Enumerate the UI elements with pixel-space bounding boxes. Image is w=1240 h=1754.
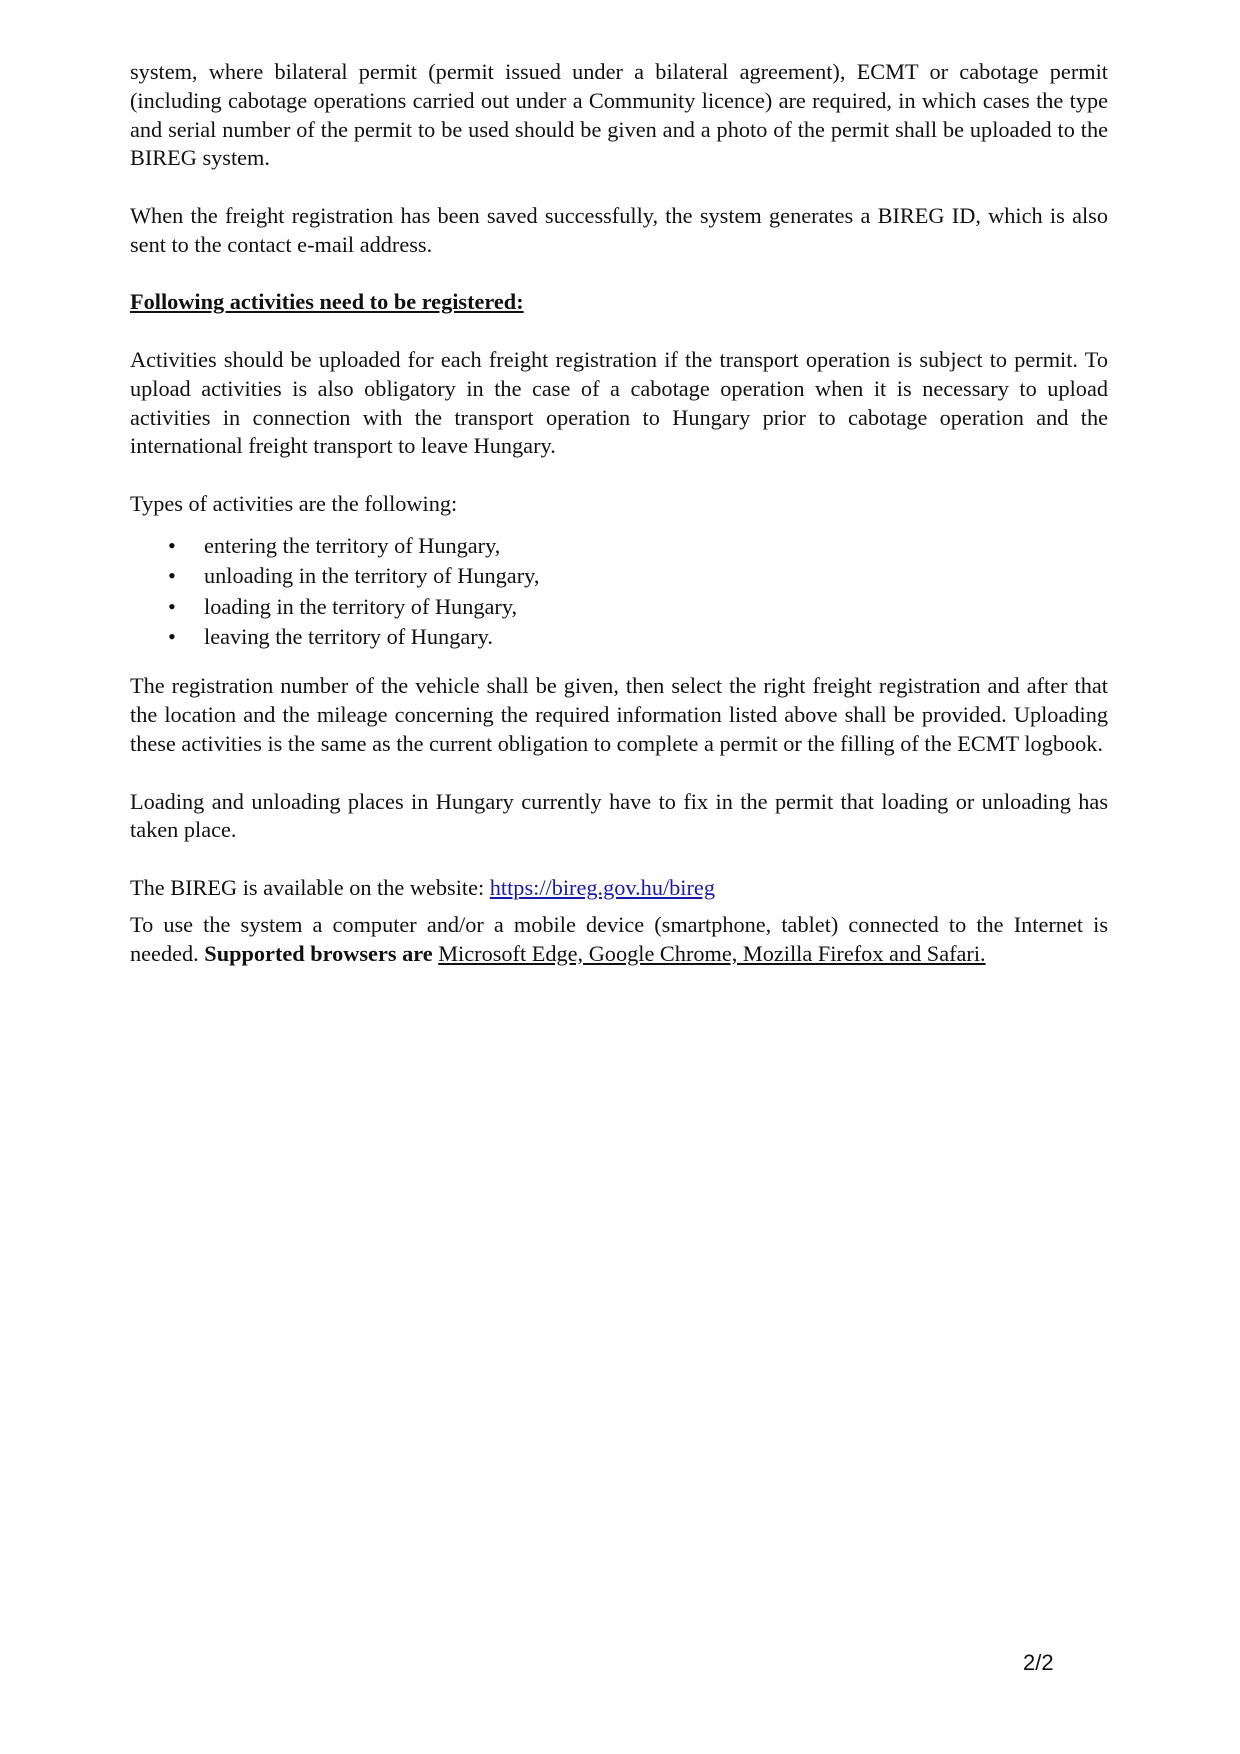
list-item-text: leaving the territory of Hungary.	[204, 623, 493, 649]
website-label: The BIREG is available on the website:	[130, 874, 490, 900]
paragraph-registration-number: The registration number of the vehicle shall be given, then select the right freight registration and after that the location and the mileage concerning the required information listed above shall be provided. Uploading these activities is the same as the current obligation to complete a permit or the filling of the ECMT logbook.	[130, 673, 1108, 756]
activity-types-list	[130, 531, 1108, 653]
bullet-icon: •	[168, 532, 176, 558]
list-item	[130, 592, 1108, 622]
bullet-icon: •	[168, 593, 176, 619]
document-page	[130, 58, 1108, 968]
bullet-icon: •	[168, 563, 176, 589]
paragraph-activity-types-intro: Types of activities are the following:	[130, 490, 458, 516]
paragraph-loading-places: Loading and unloading places in Hungary currently have to fix in the permit that loading or unloading has taken place.	[130, 788, 1108, 843]
page-number: 2/2	[1023, 1650, 1054, 1675]
paragraph-requirements	[130, 911, 1108, 969]
list-item	[130, 531, 1108, 561]
requirements-text: To use the system a computer and/or a mobile device (smartphone, tablet) connected to the Internet is needed.	[130, 911, 1108, 966]
section-heading: Following activities need to be registered:	[130, 289, 524, 315]
bullet-icon: •	[168, 623, 176, 649]
list-item	[130, 622, 1108, 652]
paragraph-bireg-id: When the freight registration has been saved successfully, the system generates a BIREG ID, which is also sent to the contact e-mail address.	[130, 202, 1108, 257]
paragraph-permit-system: system, where bilateral permit (permit issued under a bilateral agreement), ECMT or cabotage permit (including cabotage operations carried out under a Community licence) are required, in which cases the type and serial number of the permit to be used should be given and a photo of the permit shall be uploaded to the BIREG system.	[130, 59, 1108, 171]
supported-browsers-list: Microsoft Edge, Google Chrome, Mozilla Firefox and Safari.	[438, 940, 986, 966]
list-item-text: entering the territory of Hungary,	[204, 532, 501, 558]
list-item-text: unloading in the territory of Hungary,	[204, 563, 540, 589]
list-item-text: loading in the territory of Hungary,	[204, 593, 518, 619]
bireg-website-link[interactable]: https://bireg.gov.hu/bireg	[489, 874, 715, 900]
paragraph-website	[130, 874, 1108, 903]
supported-browsers-label: Supported browsers are	[204, 940, 433, 966]
list-item	[130, 561, 1108, 591]
paragraph-activities-upload: Activities should be uploaded for each freight registration if the transport operation is subject to permit. To upload activities is also obligatory in the case of a cabotage operation when it is necessary to upload activities in connection with the transport operation to Hungary prior to cabotage operation and the international freight transport to leave Hungary.	[130, 346, 1108, 459]
